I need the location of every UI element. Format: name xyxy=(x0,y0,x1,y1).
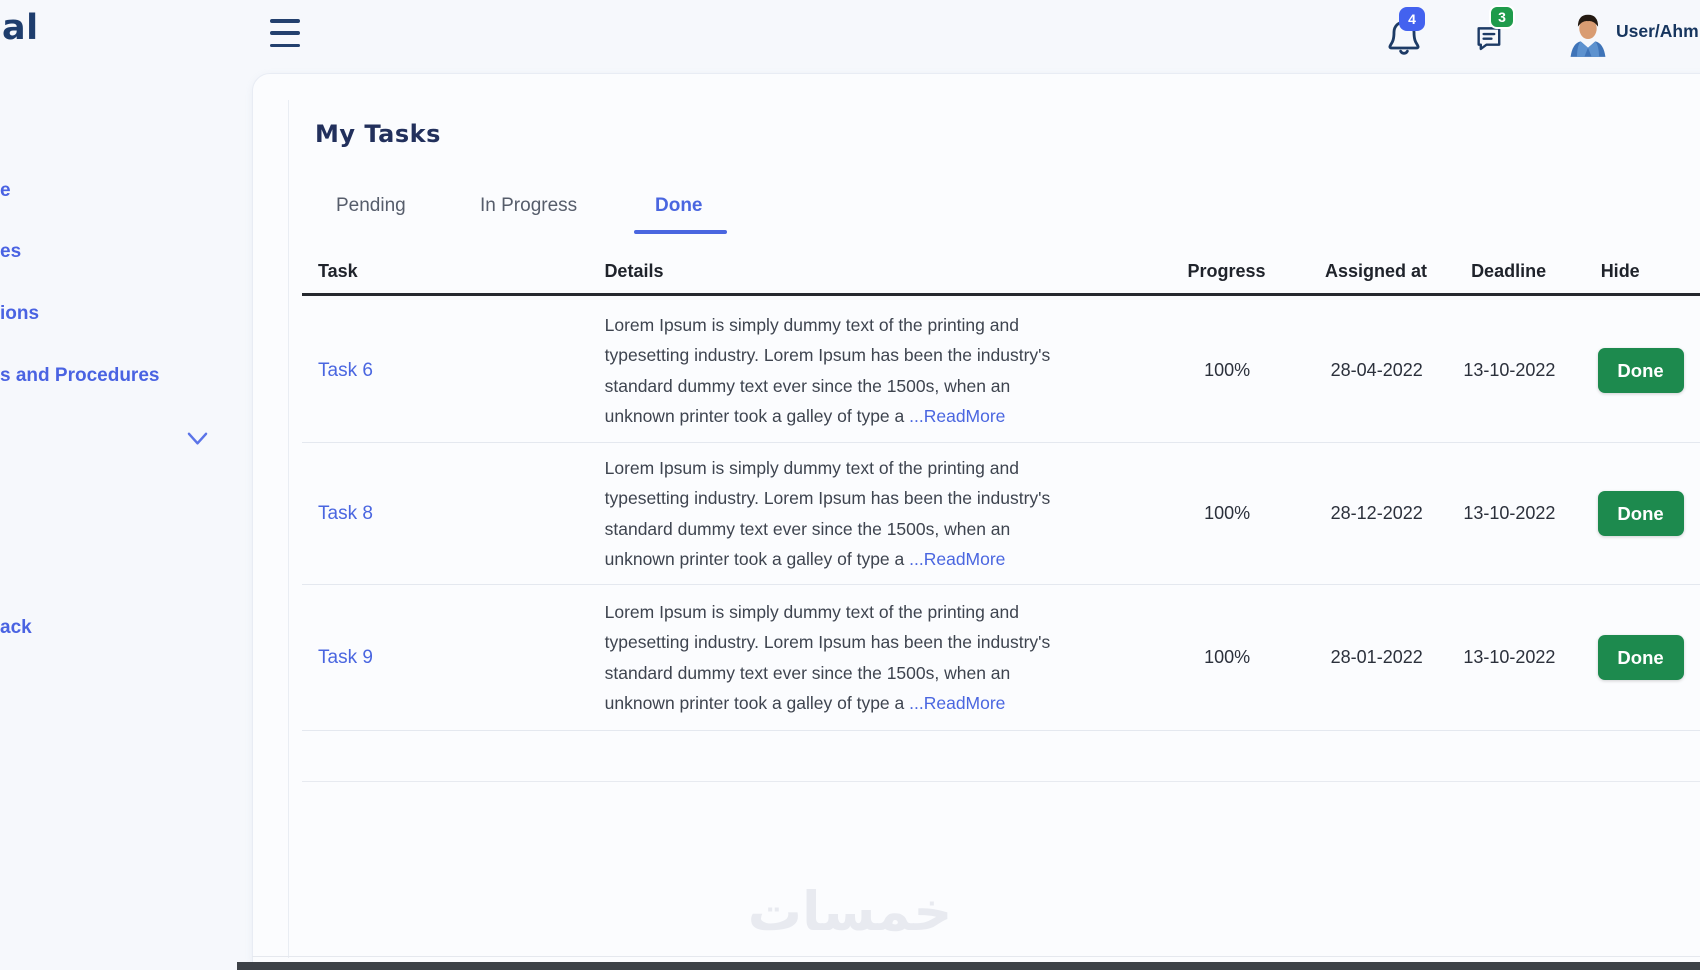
task-details: Lorem Ipsum is simply dummy text of the printing and typesetting industry. Lorem Ipsum has been the industry's standard dummy text ever since the 1500s, when an unknown printer took a galley of type a ...ReadMore xyxy=(604,601,1051,713)
column-header-task: Task xyxy=(318,261,358,281)
chevron-down-icon[interactable] xyxy=(186,430,209,449)
user-name-label[interactable]: User/Ahm xyxy=(1616,21,1699,41)
task-assigned-date: 28-01-2022 xyxy=(1330,647,1423,667)
tab-in-progress[interactable]: In Progress xyxy=(480,195,578,216)
task-link[interactable]: Task 8 xyxy=(318,502,373,524)
tab-pending[interactable]: Pending xyxy=(336,195,406,216)
readmore-link[interactable]: ...ReadMore xyxy=(909,549,1006,569)
avatar[interactable] xyxy=(1566,11,1610,57)
task-progress: 100% xyxy=(1204,360,1251,380)
active-tab-indicator xyxy=(634,230,727,234)
task-details: Lorem Ipsum is simply dummy text of the printing and typesetting industry. Lorem Ipsum has been the industry's standard dummy text ever since the 1500s, when an unknown printer took a galley of type a ...ReadMore xyxy=(604,457,1051,569)
bell-icon xyxy=(1384,45,1424,62)
sidebar-item-4[interactable]: s and Procedures xyxy=(0,365,160,386)
page-title: My Tasks xyxy=(315,120,441,148)
done-button[interactable]: Done xyxy=(1598,491,1684,536)
task-details: Lorem Ipsum is simply dummy text of the printing and typesetting industry. Lorem Ipsum has been the industry's standard dummy text ever since the 1500s, when an unknown printer took a galley of type a ...ReadMore xyxy=(604,314,1051,426)
column-header-assigned: Assigned at xyxy=(1324,261,1427,281)
table-header xyxy=(302,250,1700,296)
table-row xyxy=(302,299,1700,443)
done-button[interactable]: Done xyxy=(1598,635,1684,680)
tab-done[interactable]: Done xyxy=(655,195,703,216)
task-link[interactable]: Task 9 xyxy=(318,646,373,668)
column-header-details: Details xyxy=(604,261,664,281)
bottom-divider xyxy=(252,956,1700,957)
sidebar-item-1[interactable]: e xyxy=(0,180,11,201)
chat-icon xyxy=(1472,43,1508,60)
table-end-divider xyxy=(302,781,1700,782)
readmore-link[interactable]: ...ReadMore xyxy=(909,406,1006,426)
bottom-scrollbar[interactable] xyxy=(237,962,1700,970)
messages-badge: 3 xyxy=(1489,5,1515,29)
menu-icon[interactable] xyxy=(270,19,302,47)
column-header-progress: Progress xyxy=(1187,261,1266,281)
sidebar-item-feedback[interactable]: ack xyxy=(0,617,32,638)
readmore-link[interactable]: ...ReadMore xyxy=(909,693,1006,713)
sidebar-item-3[interactable]: ions xyxy=(0,303,40,324)
task-progress: 100% xyxy=(1204,503,1251,523)
task-deadline-date: 13-10-2022 xyxy=(1463,360,1556,380)
app-logo: al xyxy=(2,8,39,48)
task-assigned-date: 28-04-2022 xyxy=(1330,360,1423,380)
task-deadline-date: 13-10-2022 xyxy=(1463,647,1556,667)
watermark: خمسات xyxy=(747,880,953,943)
sidebar-item-2[interactable]: es xyxy=(0,241,22,262)
task-deadline-date: 13-10-2022 xyxy=(1463,503,1556,523)
table-row xyxy=(302,585,1700,731)
task-assigned-date: 28-12-2022 xyxy=(1330,503,1423,523)
done-button[interactable]: Done xyxy=(1598,348,1684,393)
column-header-deadline: Deadline xyxy=(1471,261,1547,281)
task-link[interactable]: Task 6 xyxy=(318,359,373,381)
table-row xyxy=(302,443,1700,585)
column-header-hide: Hide xyxy=(1600,261,1640,281)
notifications-badge: 4 xyxy=(1399,7,1425,31)
task-progress: 100% xyxy=(1204,647,1251,667)
tasks-table xyxy=(302,299,1700,731)
card-inner-divider xyxy=(288,100,289,958)
